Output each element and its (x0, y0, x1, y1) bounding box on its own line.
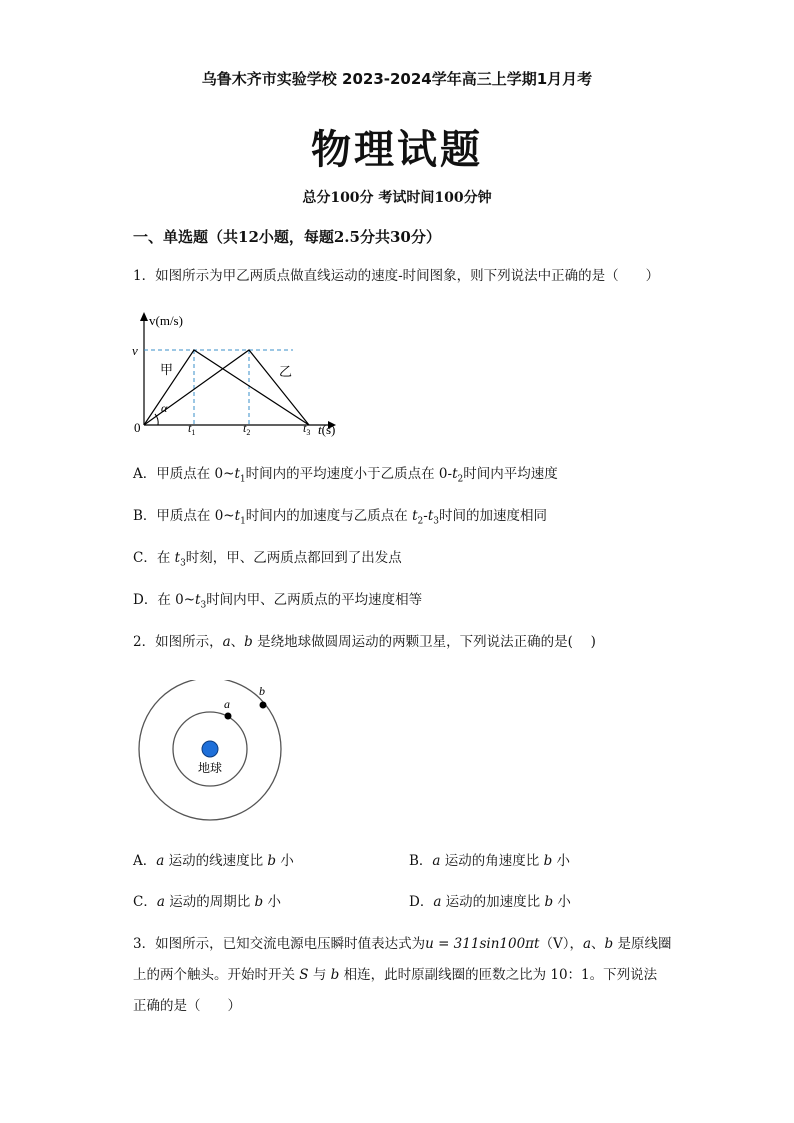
t3-label: $t_3$ (303, 421, 311, 437)
question-3-line-1: 3．如图所示，已知交流电源电压瞬时值表达式为u = 311sin100πt（V），a、b 是原线圈 (133, 936, 672, 952)
t2-label: $t_2$ (243, 421, 251, 437)
origin-label: 0 (134, 420, 141, 435)
section-heading: 一、单选题（共12小题，每题2.5分共30分） (133, 228, 441, 246)
satellite-a-label: a (224, 697, 230, 711)
y-axis-arrow (140, 312, 148, 321)
x-axis-label: t(s) (318, 422, 336, 437)
exam-subtitle: 总分100分 考试时间100分钟 (302, 190, 492, 206)
q1-option-a[interactable]: A．甲质点在 $0\sim t_1$时间内的平均速度小于乙质点在 $0-t_2$时间内平均速度 (133, 466, 558, 485)
satellite-b (260, 702, 267, 709)
jia-velocity-line (144, 350, 309, 425)
satellite-orbit-diagram (128, 680, 298, 830)
yi-label: 乙 (279, 365, 293, 380)
q2-option-a[interactable]: A．a 运动的线速度比 b 小 (133, 853, 294, 869)
jia-label: 甲 (160, 363, 174, 378)
y-axis-label: v(m/s) (149, 313, 183, 328)
exam-header: 乌鲁木齐市实验学校 2023-2024学年高三上学期1月月考 (201, 70, 593, 88)
q1-option-d[interactable]: D．在 $0\sim t_3$时间内甲、乙两质点的平均速度相等 (133, 592, 423, 611)
question-2-stem: 2．如图所示，a、b 是绕地球做圆周运动的两颗卫星，下列说法正确的是( ) (133, 634, 596, 650)
q1-option-c[interactable]: C．在 $t_3$时刻，甲、乙两质点都回到了出发点 (133, 550, 402, 569)
velocity-time-graph (128, 305, 358, 440)
question-1-stem: 1．如图所示为甲乙两质点做直线运动的速度-时间图象，则下列说法中正确的是（ ） (133, 268, 660, 284)
earth-label: 地球 (197, 761, 223, 775)
earth-icon (202, 741, 218, 757)
satellite-b-label: b (259, 684, 265, 698)
q2-option-c[interactable]: C．a 运动的周期比 b 小 (133, 894, 281, 910)
satellite-a (225, 713, 232, 720)
question-3-line-3: 正确的是（ ） (133, 998, 241, 1014)
v-label: v (132, 343, 138, 358)
question-3-line-2: 上的两个触头。开始时开关 S 与 b 相连，此时原副线圈的匝数之比为 10：1。下列说法 (133, 967, 658, 983)
q1-option-b[interactable]: B．甲质点在 $0\sim t_1$时间内的加速度与乙质点在 $t_2-t_3$时间的加速度相同 (133, 508, 547, 527)
q2-option-b[interactable]: B．a 运动的角速度比 b 小 (409, 853, 571, 869)
alpha-label: α (161, 401, 168, 415)
t1-label: $t_1$ (188, 421, 196, 437)
page-title: 物理试题 (311, 126, 483, 173)
q2-option-d[interactable]: D．a 运动的加速度比 b 小 (409, 894, 571, 910)
